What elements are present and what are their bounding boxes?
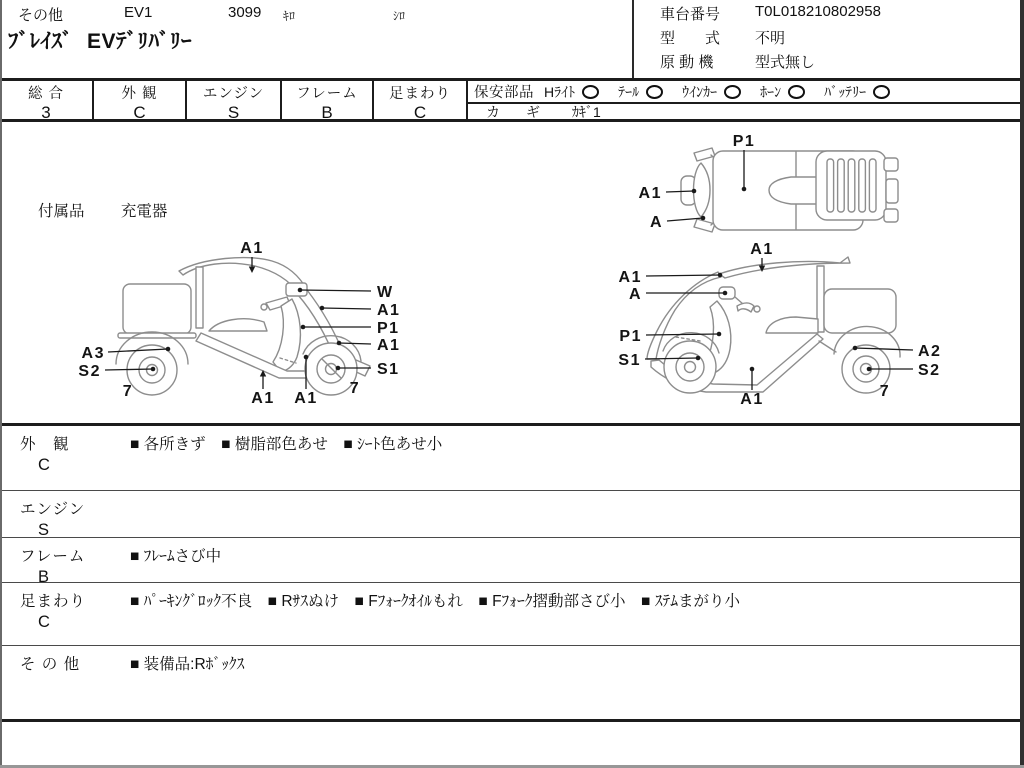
motor-row [660,51,816,72]
motor-value: 型式無し [755,54,816,71]
color-value: ｼﾛ [393,9,406,23]
mileage-value: 3099 [228,4,262,21]
top-view-diagram [681,148,898,232]
grade-frame [282,81,374,119]
section-grade: B [38,568,50,586]
motor-label: 原 動 機 [660,54,714,71]
safety-parts-cell [468,81,1024,119]
maker-name: ﾌﾞﾚｲｽﾞ [8,30,73,53]
grade-undercarriage [374,81,468,119]
safety-item [544,82,599,102]
section-other [0,645,1020,719]
safety-item-name: ﾃｰﾙ [618,83,640,100]
section-header [0,538,130,586]
diagram-label: A1 [638,185,662,202]
diagram-label: A1 [750,241,774,258]
model-name: EVﾃﾞﾘﾊﾞﾘｰ [87,30,193,53]
section-comments: ■ 装備品:Rﾎﾞｯｸｽ [130,656,245,673]
safety-parts-label: 保安部品 [474,85,534,101]
accessories-label: 付属品 [38,203,85,220]
sheet-right-edge [1020,0,1024,768]
grade-undercarriage-value: C [413,103,427,119]
section-comments: ■ 各所きず ■ 樹脂部色あせ ■ ｼｰﾄ色あせ小 [130,436,443,453]
mileage-unit: ｷﾛ [283,9,296,23]
section-label: フレーム [20,548,86,565]
key-value: ｶｷﾞ1 [572,103,601,119]
safety-item-name: ｳｲﾝｶｰ [682,83,718,100]
section-undercarriage [0,582,1020,645]
section-label: エンジン [20,501,86,518]
safety-item-mark [788,85,805,99]
safety-item-name: ﾊﾞｯﾃﾘｰ [824,83,867,100]
section-header [0,583,130,645]
section-comments: ■ ﾌﾚｰﾑさび中 [130,548,222,565]
safety-items [534,82,890,102]
safety-item-name: ﾎｰﾝ [760,83,782,100]
grade-engine-value: S [227,103,240,119]
section-comments: ■ ﾊﾟｰｷﾝｸﾞﾛｯｸ不良 ■ Rｻｽぬけ ■ Fﾌｫｰｸｵｲﾙもれ ■ Fﾌｫｰｸ摺動部さび小 ■ ｽﾃﾑまがり小 [130,593,740,610]
diagram-label: A [628,286,642,303]
grade-exterior-value: C [133,103,146,119]
section-label: 足まわり [20,593,87,610]
model-code: EV1 [124,4,153,21]
diagram-label: S1 [377,361,400,378]
section-comments [130,491,1020,537]
grade-engine-label: エンジン [202,86,265,102]
grade-engine [187,81,282,119]
diagram-label: A1 [240,240,264,257]
safety-item [760,82,805,102]
section-label: そ の 他 [20,656,81,673]
safety-item [824,82,890,102]
diagram-label: A1 [618,269,642,286]
section-header [0,491,130,537]
diagram-label: A1 [740,391,764,408]
chassis-number: T0L018210802958 [755,3,881,20]
safety-item [682,82,741,102]
grade-frame-label: フレーム [296,86,358,102]
section-grade: C [38,456,50,474]
vehicle-name [8,25,192,55]
diagram-label: A1 [294,390,318,407]
section-exterior [0,423,1020,490]
accessories-value: 充電器 [120,203,168,220]
grade-overall-label: 総 合 [27,86,65,102]
safety-item-mark [646,85,663,99]
type-row [660,27,786,48]
grade-undercarriage-label: 足まわり [389,86,451,102]
safety-item-mark [873,85,890,99]
type-label: 型 式 [660,30,721,47]
diagram-label: 7 [122,383,134,400]
damage-sections [0,423,1020,722]
diagram-label: A1 [377,337,401,354]
diagram-label: P1 [619,328,642,345]
key-row [468,104,1024,119]
diagram-label: A1 [251,390,275,407]
diagram-label: 7 [879,383,891,400]
grade-frame-value: B [321,103,333,119]
diagram-label: P1 [732,133,756,150]
header-divider [632,0,634,79]
safety-parts-row [468,81,1024,104]
chassis-label: 車台番号 [660,6,721,23]
diagram-label: A1 [377,302,401,319]
chassis-row [660,3,881,24]
grade-exterior-label: 外 観 [121,86,158,102]
vehicle-category: その他 [18,7,64,24]
section-grade: C [38,613,50,631]
safety-item-name: Hﾗｲﾄ [544,83,576,100]
section-grade: S [38,521,50,539]
side-view-right-facing-diagram [116,258,370,395]
sheet-left-edge [0,0,2,768]
diagram-label: S2 [918,362,941,379]
diagram-label: A3 [81,345,105,362]
diagram-label: W [377,284,394,301]
diagram-label: S2 [78,363,101,380]
type-value: 不明 [755,30,786,47]
section-header [0,646,130,719]
side-view-left-facing-diagram [647,257,900,393]
diagram-label: A [649,214,663,231]
section-frame [0,537,1020,586]
section-engine [0,490,1020,537]
grade-exterior [94,81,187,119]
diagram-label: A2 [918,343,942,360]
section-grade [0,674,130,676]
diagram-label: P1 [377,320,400,337]
grade-row [0,78,1024,122]
damage-diagram [0,122,1024,423]
key-label: カ ギ [486,103,546,119]
section-label: 外 観 [20,436,70,453]
safety-item-mark [582,85,599,99]
section-header [0,426,130,490]
grade-overall [0,81,94,119]
diagram-label: S1 [618,352,641,369]
grade-overall-value: 3 [41,103,51,119]
safety-item [618,82,663,102]
safety-item-mark [724,85,741,99]
diagram-label: 7 [349,380,361,397]
